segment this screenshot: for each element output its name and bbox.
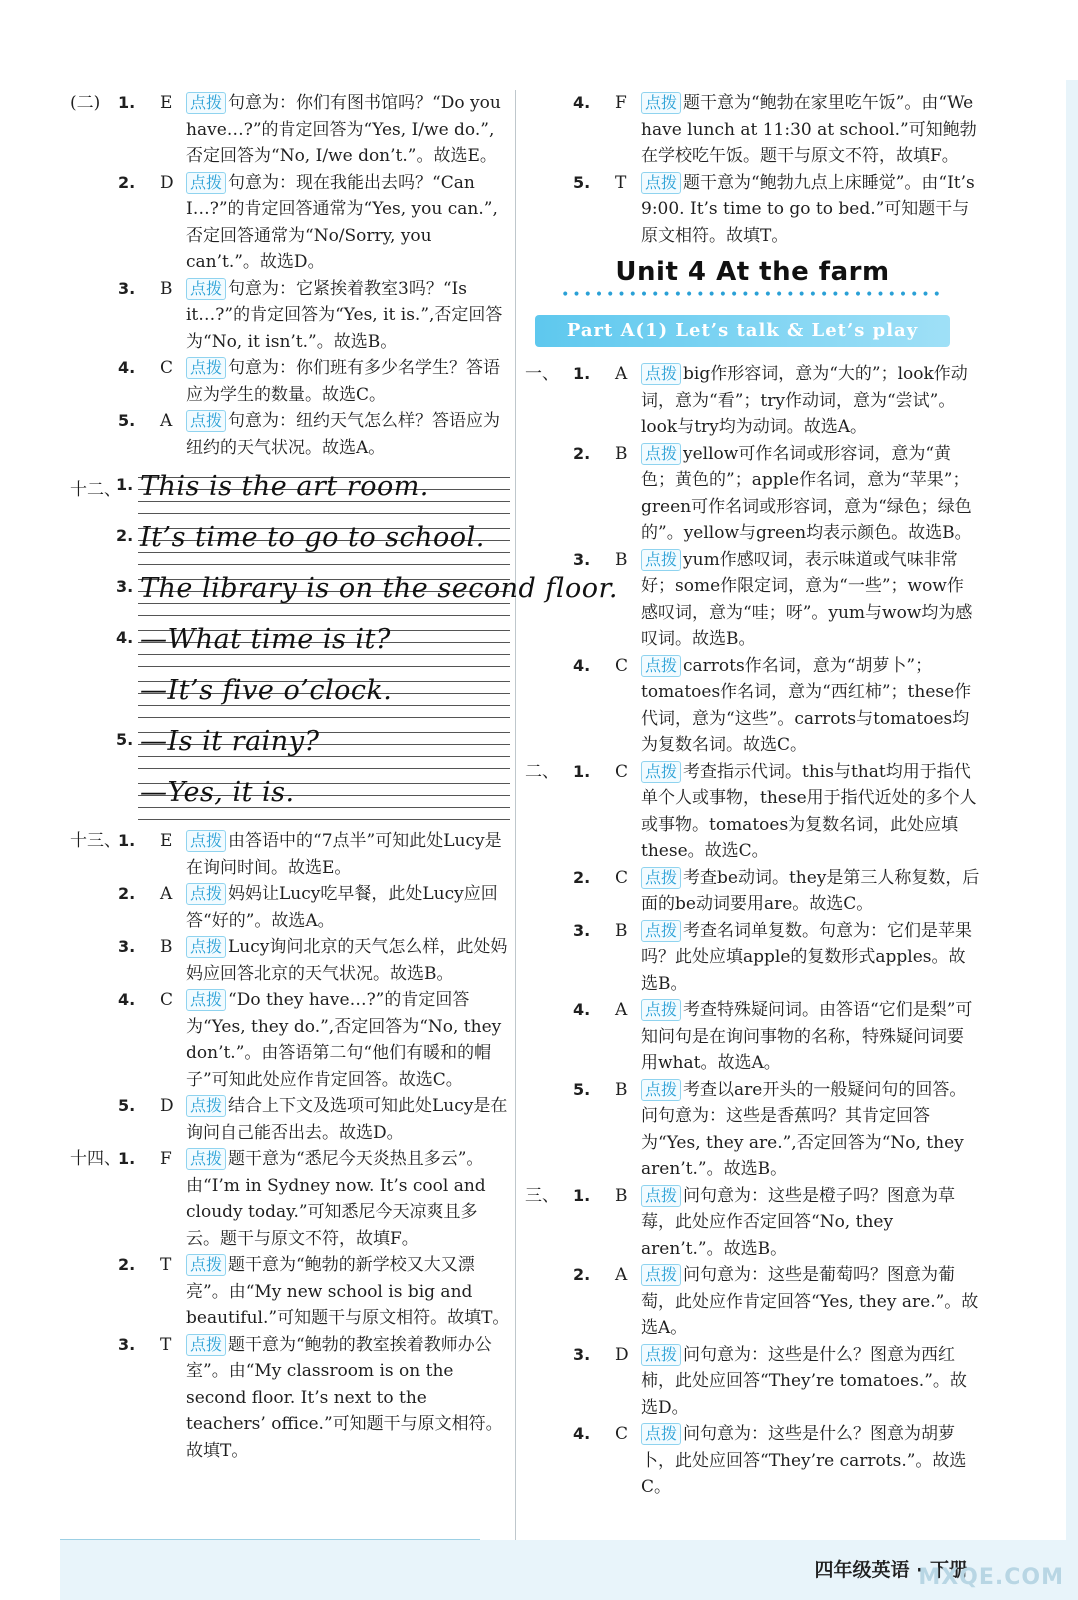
item-number: 3.: [573, 1344, 591, 1364]
answer-item: [525, 1262, 980, 1342]
answer-group-14-cont: [525, 90, 980, 249]
answer-letter: D: [160, 1096, 174, 1116]
explanation-text: 问句意为：这些是什么？图意为西红柿，此处应回答“They’re tomatoes.”。故选D。: [641, 1344, 967, 1418]
answer-letter: T: [160, 1334, 172, 1355]
handwritten-answer: —Is it rainy?: [140, 726, 320, 757]
hint-tag: 点拨: [186, 92, 226, 114]
item-number: 2.: [118, 884, 136, 903]
explanation-text: 妈妈让Lucy吃早餐，此处Lucy应回答“好的”。故选A。: [186, 884, 498, 931]
answer-letter: B: [615, 920, 628, 941]
answer-item: [70, 355, 510, 408]
explanation-text: carrots作名词，意为“胡萝卜”；tomatoes作名词，意为“西红柿”；these作代词，意为“这些”。carrots与tomatoes均为复数名词。故选C。: [641, 655, 972, 755]
answer-letter: E: [160, 831, 173, 851]
hint-tag: 点拨: [641, 92, 681, 114]
hint-tag: 点拨: [641, 1185, 681, 1207]
answer-letter: T: [615, 172, 627, 193]
answer-item: [70, 276, 510, 356]
writing-rule: [138, 717, 510, 718]
hint-tag: 点拨: [186, 830, 226, 852]
handwriting-line: [70, 569, 618, 620]
item-number: 2.: [118, 172, 136, 192]
writing-rule: [138, 513, 510, 514]
item-number: 4.: [573, 1424, 591, 1443]
answer-item: [525, 1342, 980, 1422]
item-number: 1.: [573, 364, 591, 383]
handwriting-line: [70, 518, 510, 569]
answer-letter: A: [160, 411, 173, 431]
explanation-text: 考查特殊疑问词。由答语“它们是梨”可知问句是在询问事物的名称，特殊疑问词要用what。故选A。: [641, 1000, 973, 1073]
section-label: 十四、: [70, 1149, 121, 1169]
answer-item: [525, 1183, 980, 1263]
item-number: 2.: [118, 1255, 136, 1274]
answer-item: [525, 1421, 980, 1501]
answer-item: [70, 934, 510, 987]
explanation-text: 题干意为“悉尼今天炎热且多云”。由“I’m in Sydney now. It’s cool and cloudy today.”可知悉尼今天凉爽且多云。题干与原文不符，故填F。: [186, 1149, 486, 1249]
answer-letter: T: [160, 1255, 172, 1275]
writing-rule: [138, 666, 510, 667]
item-number: 3.: [116, 577, 134, 596]
answer-letter: D: [160, 172, 174, 193]
answer-item: [70, 828, 510, 881]
handwriting-line: [70, 620, 510, 671]
explanation-text: 题干意为“鲍勃的教室挨着教师办公室”。由“My classroom is on the second floor. It’s next to the teachers’ office.”可知题干与原文相符。故填T。: [186, 1334, 503, 1461]
hint-tag: 点拨: [641, 999, 681, 1021]
section-label: 十二、: [70, 480, 121, 500]
hint-tag: 点拨: [186, 278, 226, 300]
answer-letter: C: [615, 655, 629, 676]
explanation-text: big作形容词，意为“大的”；look作动词，意为“看”；try作动词，意为“尝试”。look与try均为动词。故选A。: [641, 364, 968, 437]
explanation-text: “Do they have…?”的肯定回答为“Yes, they do.”,否定回答为“No, they don’t.”。由答语第二句“他们有暖和的帽子”可知此处应作肯定回答。故选C。: [186, 990, 502, 1090]
explanation-text: Lucy询问北京的天气怎么样，此处妈妈应回答北京的天气状况。故选B。: [186, 937, 508, 984]
item-number: 1.: [116, 475, 134, 494]
answer-letter: C: [160, 358, 174, 378]
item-number: 1.: [573, 1185, 591, 1205]
hint-tag: 点拨: [186, 1095, 226, 1117]
hint-tag: 点拨: [186, 936, 226, 958]
answer-item: [525, 361, 980, 441]
answer-item: [525, 759, 980, 865]
item-number: 4.: [573, 1000, 591, 1019]
writing-section: [70, 467, 618, 824]
answer-item: [70, 1146, 510, 1252]
answer-item: [70, 881, 510, 934]
answer-item: [70, 987, 510, 1093]
hint-tag: 点拨: [641, 1423, 681, 1445]
item-number: 5.: [573, 172, 591, 192]
hint-tag: 点拨: [641, 1344, 681, 1366]
item-number: 4.: [573, 93, 591, 112]
item-number: 5.: [573, 1079, 591, 1099]
section-label: 二、: [525, 761, 559, 782]
watermark-logo: MXQE.COM: [918, 1565, 1064, 1590]
writing-rule: [138, 564, 510, 565]
hint-tag: 点拨: [186, 410, 226, 432]
column-divider: [515, 90, 516, 1540]
answer-letter: C: [615, 1424, 629, 1444]
handwritten-answer: It’s time to go to school.: [140, 522, 485, 553]
explanation-text: 由答语中的“7点半”可知此处Lucy是在询问时间。故选E。: [186, 831, 502, 878]
answer-letter: B: [615, 549, 628, 570]
item-number: 3.: [573, 920, 591, 940]
answer-group-2: [70, 90, 510, 461]
footer-rule: [60, 1539, 480, 1540]
answer-item: [525, 653, 980, 759]
item-number: 2.: [573, 867, 591, 887]
answer-letter: B: [615, 1079, 628, 1100]
answer-item: [70, 90, 510, 170]
item-number: 1.: [573, 761, 591, 781]
explanation-text: 考查be动词。they是第三人称复数，后面的be动词要用are。故选C。: [641, 867, 980, 914]
explanation-text: 问句意为：这些是橙子吗？图意为草莓，此处应作否定回答“No, they aren’t.”。故选B。: [641, 1185, 956, 1259]
answer-letter: B: [615, 1185, 628, 1206]
hint-tag: 点拨: [641, 867, 681, 889]
answer-letter: B: [615, 443, 628, 464]
explanation-text: 题干意为“鲍勃的新学校又大又漂亮”。由“My new school is big and beautiful.”可知题干与原文相符。故填T。: [186, 1255, 510, 1328]
handwritten-answer: —Yes, it is.: [140, 777, 295, 808]
answer-letter: E: [160, 93, 173, 113]
hint-tag: 点拨: [641, 549, 681, 571]
handwriting-line: [70, 467, 510, 518]
hint-tag: 点拨: [186, 1254, 226, 1276]
item-number: 1.: [118, 93, 136, 112]
section-label: 三、: [525, 1185, 559, 1206]
explanation-text: 题干意为“鲍勃九点上床睡觉”。由“It’s 9:00. It’s time to go to bed.”可知题干与原文相符。故填T。: [641, 172, 975, 246]
answer-letter: A: [160, 884, 173, 904]
item-number: 1.: [118, 831, 136, 850]
part-banner: Part A(1) Let’s talk & Let’s play: [535, 315, 950, 347]
hint-tag: 点拨: [641, 761, 681, 783]
handwriting-line: [70, 671, 510, 722]
handwriting-line: [70, 722, 510, 773]
footer-book-title: 四年级英语 · 下册: [814, 1559, 968, 1581]
section-label: 十三、: [70, 831, 121, 851]
item-number: 3.: [118, 278, 136, 298]
unit-title-dots: ••••••••••••••••••••••••••••••••••: [561, 287, 944, 303]
item-number: 5.: [118, 411, 136, 430]
answer-letter: A: [615, 1000, 628, 1020]
answer-group-unit4: [525, 361, 980, 1501]
answer-letter: C: [615, 761, 629, 782]
right-column: [525, 90, 980, 1501]
hint-tag: 点拨: [186, 989, 226, 1011]
answer-item: [70, 170, 510, 276]
answer-item: [525, 865, 980, 918]
hint-tag: 点拨: [641, 655, 681, 677]
item-number: 4.: [116, 628, 134, 647]
hint-tag: 点拨: [641, 172, 681, 194]
answer-letter: B: [160, 937, 173, 957]
item-number: 3.: [573, 549, 591, 569]
explanation-text: 考查以are开头的一般疑问句的回答。问句意为：这些是香蕉吗？其肯定回答为“Yes, they are.”,否定回答为“No, they aren’t.”。故选B。: [641, 1079, 967, 1179]
answer-item: [70, 408, 510, 461]
answer-letter: F: [160, 1149, 172, 1169]
item-number: 5.: [118, 1096, 136, 1115]
explanation-text: 句意为：它紧挨着教室3吗？“Is it…?”的肯定回答为“Yes, it is.”,否定回答为“No, it isn’t.”。故选B。: [186, 278, 503, 352]
handwritten-answer: This is the art room.: [140, 471, 429, 502]
hint-tag: 点拨: [641, 1079, 681, 1101]
page-edge-strip: [1066, 80, 1078, 1540]
unit-title: Unit 4 At the farm: [615, 257, 890, 287]
writing-rule: [138, 768, 510, 769]
explanation-text: 问句意为：这些是什么？图意为胡萝卜，此处应回答“They’re carrots.”。故选C。: [641, 1424, 967, 1497]
hint-tag: 点拨: [186, 1334, 226, 1356]
handwriting-line: [70, 773, 510, 824]
explanation-text: yellow可作名词或形容词，意为“黄色；黄色的”；apple作名词，意为“苹果”；green可作名词或形容词，意为“绿色；绿色的”。yellow与green均表示颜色。故选B。: [641, 443, 972, 543]
writing-rule: [138, 819, 510, 820]
item-number: 4.: [118, 990, 136, 1009]
item-number: 2.: [573, 1265, 591, 1284]
explanation-text: 句意为：现在我能出去吗？“Can I…?”的肯定回答通常为“Yes, you can.”,否定回答通常为“No/Sorry, you can’t.”。故选D。: [186, 172, 498, 272]
explanation-text: 问句意为：这些是葡萄吗？图意为葡萄，此处应作肯定回答“Yes, they are.”。故选A。: [641, 1265, 979, 1338]
answer-item: [70, 1093, 510, 1146]
answer-item: [70, 1252, 510, 1332]
section-label: (二): [70, 93, 101, 113]
hint-tag: 点拨: [186, 883, 226, 905]
answer-letter: A: [615, 1265, 628, 1285]
handwritten-answer: The library is on the second floor.: [140, 573, 618, 604]
item-number: 3.: [118, 937, 136, 956]
hint-tag: 点拨: [641, 443, 681, 465]
hint-tag: 点拨: [186, 172, 226, 194]
item-number: 4.: [573, 655, 591, 675]
handwritten-answer: —What time is it?: [140, 624, 391, 655]
answer-item: [525, 918, 980, 998]
hint-tag: 点拨: [641, 363, 681, 385]
hint-tag: 点拨: [641, 1264, 681, 1286]
item-number: 1.: [118, 1149, 136, 1168]
item-number: 5.: [116, 730, 134, 749]
explanation-text: 结合上下文及选项可知此处Lucy是在询问自己能否出去。故选D。: [186, 1096, 508, 1143]
answer-group-13-14: [70, 828, 510, 1464]
item-number: 2.: [116, 526, 134, 545]
explanation-text: 考查名词单复数。句意为：它们是苹果吗？此处应填apple的复数形式apples。故选B。: [641, 920, 973, 994]
writing-rule: [138, 615, 510, 616]
answer-letter: D: [615, 1344, 629, 1365]
explanation-text: 句意为：你们有图书馆吗？“Do you have…?”的肯定回答为“Yes, I/we do.”,否定回答为“No, I/we don’t.”。故选E。: [186, 93, 501, 166]
answer-item: [525, 90, 980, 170]
answer-letter: C: [615, 867, 629, 888]
handwritten-answer: —It’s five o’clock.: [140, 675, 393, 706]
answer-letter: C: [160, 990, 174, 1010]
item-number: 2.: [573, 443, 591, 463]
explanation-text: yum作感叹词，表示味道或气味非常好；some作限定词，意为“一些”；wow作感叹词，意为“哇；呀”。yum与wow均为感叹词。故选B。: [641, 549, 973, 649]
section-label: 一、: [525, 364, 559, 384]
answer-item: [525, 170, 980, 250]
answer-item: [70, 1332, 510, 1465]
answer-letter: B: [160, 278, 173, 299]
answer-item: [525, 547, 980, 653]
item-number: 4.: [118, 358, 136, 377]
explanation-text: 句意为：纽约天气怎么样？答语应为纽约的天气状况。故选A。: [186, 411, 501, 458]
answer-item: [525, 441, 980, 547]
explanation-text: 题干意为“鲍勃在家里吃午饭”。由“We have lunch at 11:30 at school.”可知鲍勃在学校吃午饭。题干与原文不符，故填F。: [641, 93, 977, 166]
answer-item: [525, 1077, 980, 1183]
answer-letter: A: [615, 364, 628, 384]
hint-tag: 点拨: [186, 357, 226, 379]
item-number: 3.: [118, 1334, 136, 1354]
hint-tag: 点拨: [186, 1148, 226, 1170]
hint-tag: 点拨: [641, 920, 681, 942]
explanation-text: 句意为：你们班有多少名学生？答语应为学生的数量。故选C。: [186, 358, 501, 405]
answer-item: [525, 997, 980, 1077]
left-column: [70, 90, 618, 1464]
answer-letter: F: [615, 93, 627, 113]
explanation-text: 考查指示代词。this与that均用于指代单个人或事物，these用于指代近处的多个人或事物。tomatoes为复数名词，此处应填these。故选C。: [641, 761, 977, 861]
